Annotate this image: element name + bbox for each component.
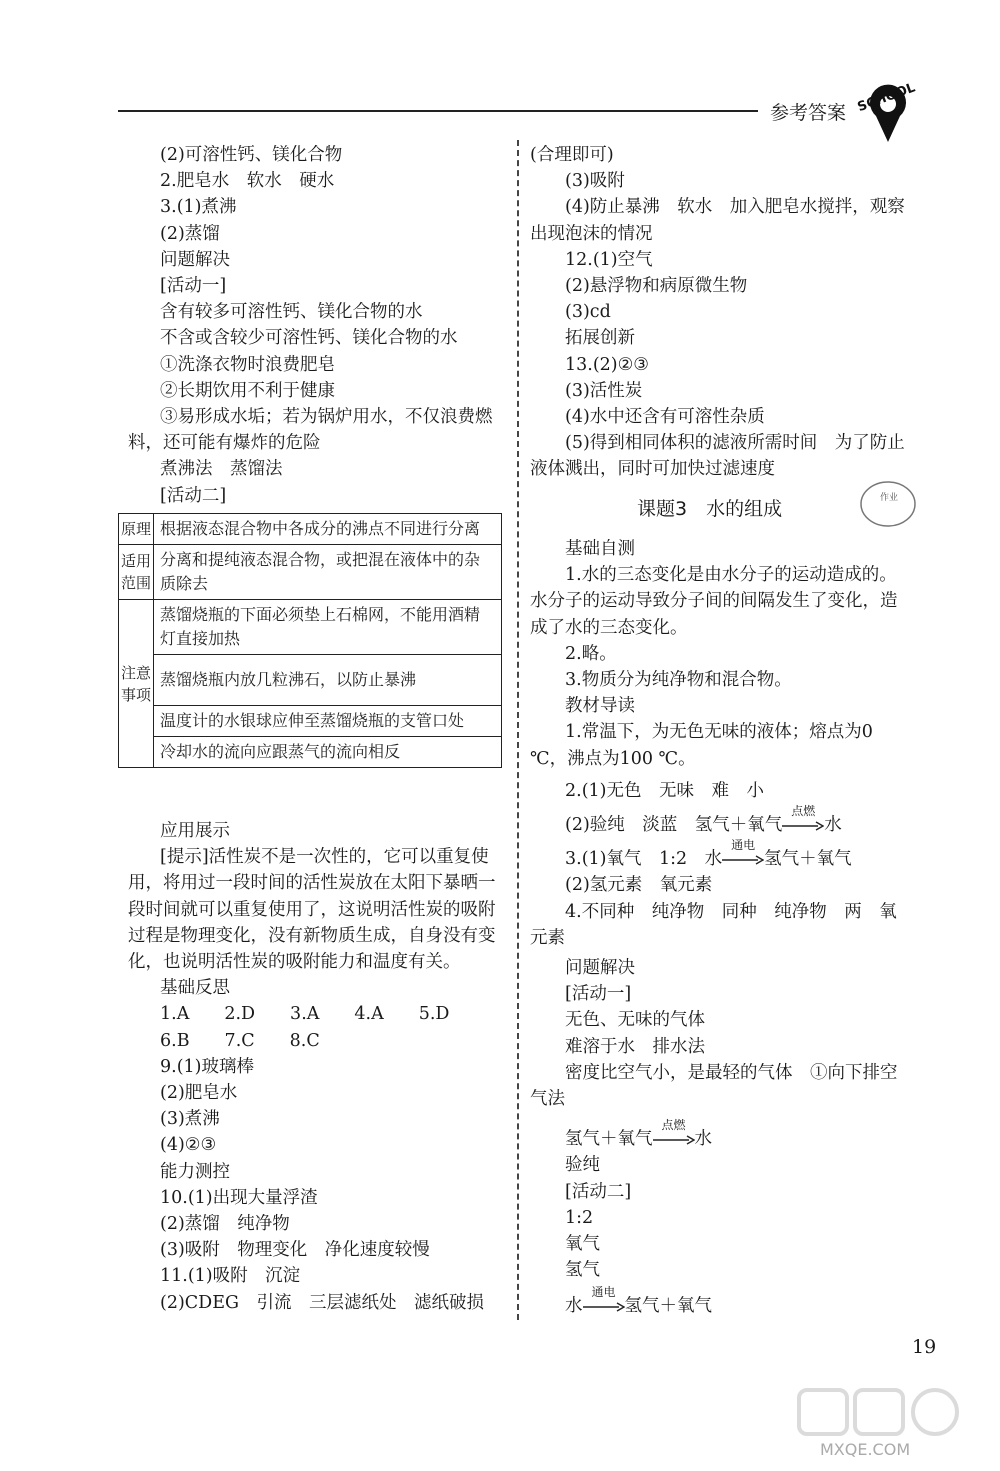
section-heading: 教材导读 — [565, 696, 635, 717]
table-cell: 分离和提纯液态混合物，或把混在液体中的杂质除去 — [154, 545, 502, 600]
equation-text: 氢气＋氧气 — [565, 1129, 653, 1150]
reaction-arrow-icon — [653, 1117, 695, 1149]
table-header: 原理 — [119, 514, 154, 545]
left-column — [128, 142, 505, 509]
answer-line: 2.肥皂水 软水 硬水 — [160, 171, 335, 192]
answer-line: 2.略。 — [565, 643, 617, 664]
equation-line — [530, 837, 910, 872]
answer-line: 验纯 — [565, 1155, 600, 1176]
table-header: 适用范围 — [119, 545, 154, 600]
equation-line — [530, 1117, 910, 1152]
answer-line: (2)蒸馏 纯净物 — [160, 1214, 290, 1235]
answer-line: (3)cd — [565, 302, 611, 323]
answer-line: 6.B 7.C 8.C — [160, 1030, 320, 1051]
table-cell: 蒸馏烧瓶的下面必须垫上石棉网，不能用酒精灯直接加热 — [154, 600, 502, 655]
answer-paragraph: ③易形成水垢；若为锅炉用水，不仅浪费燃料，还可能有爆炸的危险 — [128, 407, 493, 454]
answer-line: 3.(1)煮沸 — [160, 197, 237, 218]
answer-line: (2)悬浮物和病原微生物 — [565, 276, 748, 297]
answer-line: 含有较多可溶性钙、镁化合物的水 — [160, 302, 423, 323]
table-cell: 根据液态混合物中各成分的沸点不同进行分离 — [154, 514, 502, 545]
activity-label: [活动一] — [160, 276, 227, 297]
section-heading: 拓展创新 — [565, 328, 635, 349]
reaction-condition: 通电 — [591, 1284, 616, 1299]
answer-paragraph: 密度比空气小，是最轻的气体 ①向下排空气法 — [530, 1062, 898, 1110]
equation-text: 3.(1)氧气 1:2 水 — [565, 849, 723, 870]
header-title: 参考答案 — [770, 102, 847, 124]
equation-line — [530, 1284, 910, 1319]
activity-label: [活动一] — [565, 984, 632, 1005]
equation-line — [530, 803, 910, 838]
table-cell: 冷却水的流向应跟蒸气的流向相反 — [154, 737, 502, 768]
answer-line: (4)②③ — [160, 1135, 217, 1156]
watermark-text: MXQE.COM — [820, 1440, 911, 1459]
answer-line: (3)吸附 — [565, 171, 625, 192]
section-heading: 基础反思 — [160, 978, 230, 999]
answer-line: (2)肥皂水 — [160, 1083, 238, 1104]
answer-paragraph: 1.水的三态变化是由水分子的运动造成的。水分子的运动导致分子间的间隔发生了变化，造成了水的三态变化。 — [530, 565, 898, 638]
answer-line: (3)吸附 物理变化 净化速度较慢 — [160, 1240, 430, 1261]
reaction-condition: 点燃 — [791, 803, 816, 818]
answer-line: (2)CDEG 引流 三层滤纸处 滤纸破损 — [160, 1292, 484, 1313]
answer-line: (3)煮沸 — [160, 1109, 220, 1130]
reaction-condition: 通电 — [731, 837, 756, 852]
answer-line: (2)氢元素 氧元素 — [565, 875, 713, 896]
section-heading: 应用展示 — [160, 821, 230, 841]
answer-line: 煮沸法 蒸馏法 — [160, 459, 283, 480]
answer-line: (2)蒸馏 — [160, 223, 220, 244]
school-logo-icon — [850, 76, 930, 146]
answer-line: 13.(2)②③ — [565, 354, 649, 375]
table-cell: 蒸馏烧瓶内放几粒沸石，以防止暴沸 — [154, 655, 502, 706]
reaction-condition: 点燃 — [661, 1117, 686, 1132]
equation-text: 水 — [694, 1129, 712, 1150]
answer-line: ①洗涤衣物时浪费肥皂 — [160, 354, 335, 375]
right-column-lower — [530, 536, 910, 1320]
answer-line: 1:2 — [565, 1207, 594, 1228]
answer-line: (3)活性炭 — [565, 380, 643, 401]
left-column-lower — [128, 818, 505, 1316]
answer-line: ②长期饮用不利于健康 — [160, 380, 335, 401]
section-heading: 基础自测 — [565, 539, 635, 559]
answer-line: 10.(1)出现大量浮渣 — [160, 1187, 318, 1208]
answer-line: 12.(1)空气 — [565, 249, 653, 270]
equation-text: 水 — [824, 815, 842, 836]
answer-line: 无色、无味的气体 — [565, 1010, 705, 1031]
distillation-table — [118, 513, 502, 768]
section-heading: 问题解决 — [160, 249, 230, 270]
answer-line: 难溶于水 排水法 — [565, 1036, 705, 1057]
column-divider — [517, 140, 519, 1320]
equation-text: 水 — [565, 1296, 583, 1317]
reaction-arrow-icon — [722, 837, 764, 869]
reaction-arrow-icon — [782, 803, 824, 835]
stamp-text: 作业 — [880, 493, 899, 503]
answer-line: 不含或含较少可溶性钙、镁化合物的水 — [160, 328, 458, 349]
answer-paragraph: 1.常温下，为无色无味的液体；熔点为0 ℃，沸点为100 ℃。 — [530, 722, 873, 769]
answer-line: 1.A 2.D 3.A 4.A 5.D — [160, 1004, 450, 1025]
header-rule — [118, 110, 758, 112]
equation-text: 氢气＋氧气 — [624, 1296, 712, 1317]
answer-line: 2.(1)无色 无味 难 小 — [565, 780, 764, 801]
answer-paragraph: (4)防止暴沸 软水 加入肥皂水搅拌，观察出现泡沫的情况 — [530, 197, 905, 244]
answer-line: (合理即可) — [530, 145, 614, 165]
answer-line: (4)水中还含有可溶性杂质 — [565, 407, 765, 428]
equation-text: 氢气＋氧气 — [764, 849, 852, 870]
answer-line: 9.(1)玻璃棒 — [160, 1056, 254, 1077]
table-header: 注意事项 — [119, 600, 154, 768]
page-number: 19 — [912, 1336, 937, 1358]
logo-text: SCHOOL — [855, 80, 918, 116]
answer-line: 氢气 — [565, 1260, 600, 1281]
answer-line: 11.(1)吸附 沉淀 — [160, 1266, 301, 1287]
equation-text: (2)验纯 淡蓝 氢气＋氧气 — [565, 815, 783, 836]
answer-paragraph: 4.不同种 纯净物 同种 纯净物 两 氧元素 — [530, 901, 897, 948]
right-column — [530, 142, 910, 483]
activity-label: [活动二] — [565, 1181, 632, 1202]
answer-paragraph: [提示]活性炭不是一次性的，它可以重复使用，将用过一段时间的活性炭放在太阳下暴晒一段时间就可以重复使用了，这说明活性炭的吸附过程是物理变化，没有新物质生成，自身没有变化，也说明活性炭的吸附能力和温度有关。 — [128, 847, 496, 973]
section-heading: 问题解决 — [565, 958, 635, 979]
activity-label: [活动二] — [160, 485, 227, 506]
answer-line: (2)可溶性钙、镁化合物 — [160, 145, 343, 165]
table-cell: 温度计的水银球应伸至蒸馏烧瓶的支管口处 — [154, 706, 502, 737]
answer-line: 氧气 — [565, 1234, 600, 1255]
answer-paragraph: (5)得到相同体积的滤液所需时间 为了防止液体溅出，同时可加快过滤速度 — [530, 433, 905, 480]
reaction-arrow-icon — [583, 1284, 625, 1316]
section-title: 课题3 水的组成 — [637, 498, 783, 520]
section-heading: 能力测控 — [160, 1161, 230, 1182]
answer-line: 3.物质分为纯净物和混合物。 — [565, 670, 792, 691]
stamp-icon — [858, 478, 918, 530]
